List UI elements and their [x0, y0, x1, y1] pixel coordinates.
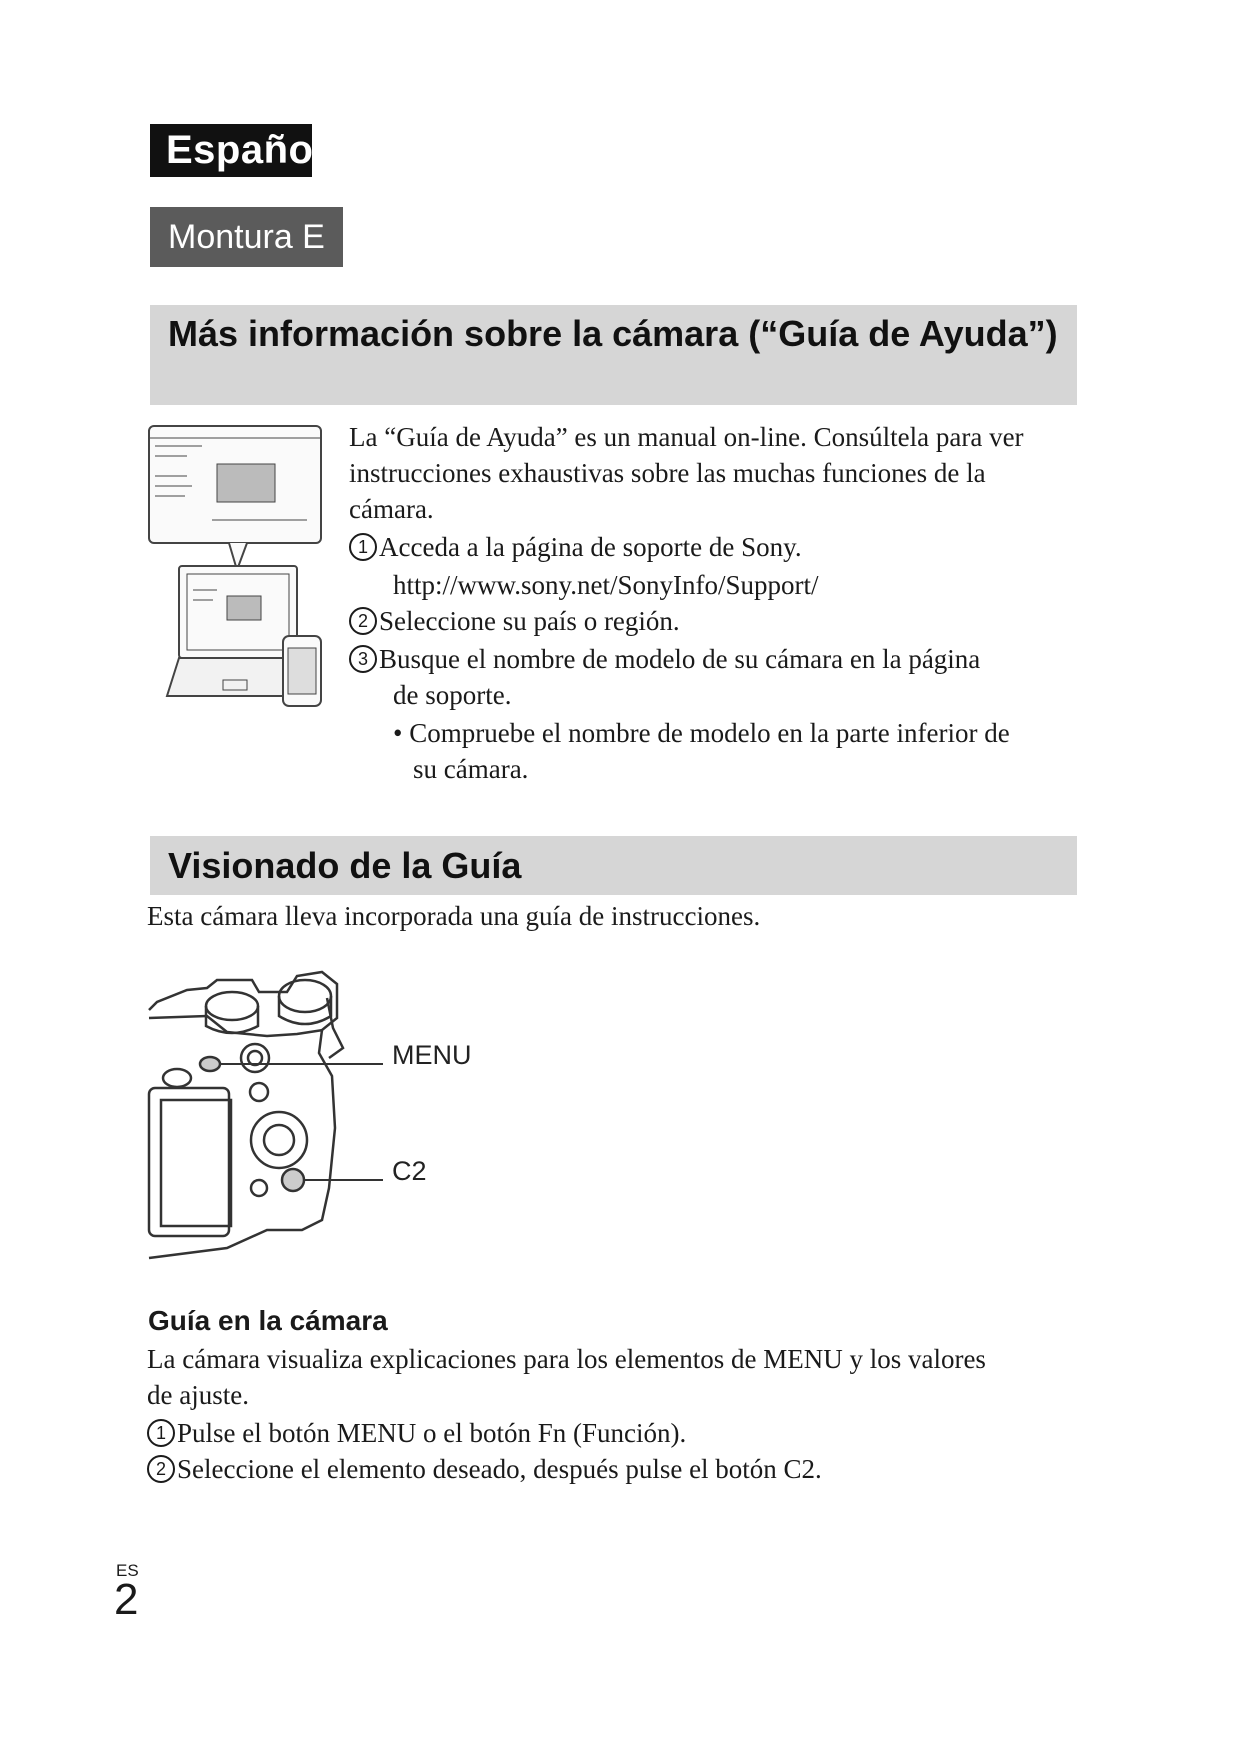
step-3	[349, 641, 980, 677]
view-guide-intro: Esta cámara lleva incorporada una guía de instrucciones.	[147, 901, 761, 931]
step-text: Pulse el botón MENU o el botón Fn (Función).	[177, 1418, 687, 1448]
step-text: Busque el nombre de modelo de su cámara en la página	[379, 644, 981, 674]
language-code: ES	[116, 1561, 139, 1580]
step-text: Seleccione el elemento deseado, después pulse el botón C2.	[177, 1454, 822, 1484]
help-guide-illustration	[147, 424, 327, 724]
in-camera-guide-para-line-1: La cámara visualiza explicaciones para los elementos de MENU y los valores	[147, 1344, 986, 1374]
c2-button-callout: C2	[392, 1156, 427, 1186]
menu-button-callout: MENU	[392, 1040, 472, 1070]
step-3-continued: de soporte.	[393, 680, 512, 710]
note-line-1: • Compruebe el nombre de modelo en la parte inferior de	[393, 718, 1010, 748]
camera-back-illustration	[147, 958, 507, 1260]
step-text: Acceda a la página de soporte de Sony.	[379, 532, 802, 562]
language-badge: Español	[150, 124, 312, 177]
step-number: 2	[349, 607, 377, 635]
note-line-2: su cámara.	[413, 754, 529, 784]
help-guide-intro: La “Guía de Ayuda” es un manual on-line. Consúltela para ver instrucciones exhaustivas sobre las muchas funciones de la cámara.	[349, 422, 1024, 524]
step-2	[349, 603, 680, 639]
step-number: 3	[349, 645, 377, 673]
step-number: 2	[147, 1455, 175, 1483]
step-text: Seleccione su país o región.	[379, 606, 680, 636]
step-number: 1	[147, 1419, 175, 1447]
guide-step-1	[147, 1415, 686, 1451]
page-number: 2	[114, 1575, 139, 1624]
guide-step-2	[147, 1451, 822, 1487]
section-title-help-guide: Más información sobre la cámara (“Guía de Ayuda”)	[150, 305, 1077, 405]
support-url[interactable]: http://www.sony.net/SonyInfo/Support/	[393, 570, 819, 600]
mount-badge: Montura E	[150, 207, 343, 267]
step-1	[349, 529, 802, 565]
step-number: 1	[349, 533, 377, 561]
in-camera-guide-para-line-2: de ajuste.	[147, 1380, 249, 1410]
section-title-view-guide: Visionado de la Guía	[150, 836, 1077, 895]
in-camera-guide-heading: Guía en la cámara	[148, 1305, 388, 1336]
